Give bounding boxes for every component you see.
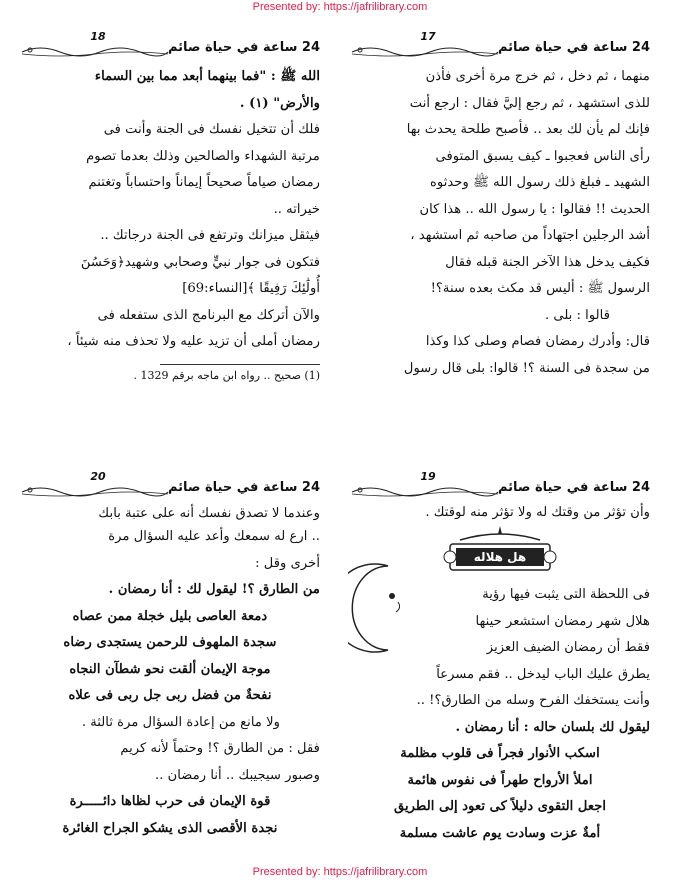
text-line: رأى الناس فعجبوا ـ كيف يسبق المتوفى bbox=[435, 148, 650, 164]
page-text bbox=[20, 504, 320, 842]
page-number: 20 bbox=[90, 470, 106, 483]
text-line: وأنت يستخفك الفرح وسله من الطارق؟! .. bbox=[416, 693, 650, 708]
page-header bbox=[350, 30, 650, 64]
text-line: الشهيد ـ فبلغ ذلك رسول الله ﷺ وحدثوه bbox=[429, 175, 650, 190]
text-line: للذى استشهد ، ثم رجع إليَّ فقال : ارجع أنت bbox=[409, 95, 650, 111]
poem bbox=[20, 577, 320, 710]
header-ornament bbox=[350, 482, 500, 498]
book-title: 24 ساعة في حياة صائم bbox=[497, 480, 650, 495]
text-line: فكيف يدخل هذا الآخر الجنة قبله فقال bbox=[445, 254, 650, 270]
text-line: أخرى وقل : bbox=[255, 555, 320, 571]
text-line: أُولَٰئِكَ رَفِيقًا ﴾[النساء:69] bbox=[182, 281, 320, 296]
poem-line: دمعة العاصى بليل خجلة ممن عصاه bbox=[72, 608, 268, 624]
text-line: فإنك لم يأن لك بعد .. فأصبح طلحة يحدث بها bbox=[406, 122, 650, 137]
text-line: فيثقل ميزانك وترتفع فى الجنة درجاتك .. bbox=[100, 228, 320, 243]
text-line: مرتبة الشهداء والصالحين وذلك بعدما تصوم bbox=[86, 148, 320, 164]
text-line: .. ارع له سمعك وأعد عليه السؤال مرة bbox=[108, 529, 320, 544]
page-number: 19 bbox=[420, 470, 436, 483]
text-line: ولا مانع من إعادة السؤال مرة ثالثة . bbox=[81, 714, 280, 730]
text-line: الرسول ﷺ : أليس قد مكث بعده سنة؟! bbox=[430, 281, 650, 296]
page-18 bbox=[20, 30, 320, 385]
watermark-bottom: Presented by: https://jafrilibrary.com bbox=[252, 866, 428, 878]
page-header bbox=[350, 470, 650, 504]
page-text bbox=[350, 64, 650, 382]
page-number: 18 bbox=[90, 30, 106, 43]
text-line: قال: وأدرك رمضان فصام وصلى كذا وكذا bbox=[425, 334, 650, 349]
text-line: يطرق عليك الباب ليدخل .. فقم مسرعاً bbox=[436, 666, 650, 682]
text-line: وصبور سيجيبك .. أنا رمضان .. bbox=[155, 767, 320, 783]
text-line: الحديث !! فقالوا : يا رسول الله .. هذا كان bbox=[419, 201, 650, 217]
text-line: فقل : من الطارق ؟! وحتماً لأنه كريم bbox=[120, 741, 320, 756]
page-number: 17 bbox=[420, 30, 436, 43]
page-20 bbox=[20, 470, 320, 842]
text-line: أشد الرجلين اجتهاداً من صاحبه ثم استشهد ، bbox=[410, 228, 650, 243]
page-19 bbox=[350, 470, 650, 847]
text-line: وأن تؤثر من وقتك له ولا تؤثر منه لوقتك . bbox=[425, 505, 650, 520]
page-header bbox=[20, 30, 320, 64]
book-title: 24 ساعة في حياة صائم bbox=[167, 480, 320, 495]
poem-line: قوة الإيمان فى حرب لظاها دائـــــرة bbox=[69, 794, 271, 809]
text-line: فقط أن رمضان الضيف العزيز bbox=[486, 640, 650, 655]
footnote-separator bbox=[160, 364, 320, 365]
watermark-top: Presented by: https://jafrilibrary.com bbox=[252, 1, 428, 13]
header-ornament bbox=[20, 482, 170, 498]
poem-line: نجدة الأقصى الذى يشكو الجراح الغائرة bbox=[62, 820, 278, 836]
crescent-moon-icon bbox=[348, 562, 410, 654]
poem-line: موجة الإيمان ألقت نحو شطآن النجاه bbox=[69, 661, 271, 677]
text-line: منهما ، ثم دخل ، ثم خرج مرة أخرى فأذن bbox=[425, 69, 650, 84]
text-line: من سجدة فى السنة ؟! قالوا: بلى قال رسول bbox=[403, 360, 650, 376]
poem bbox=[20, 789, 320, 842]
poem-line: أمةٌ عزت وسادت يوم عاشت مسلمة bbox=[399, 825, 601, 841]
page-text bbox=[350, 504, 650, 847]
poem bbox=[350, 741, 650, 847]
section-title: هل هلاله bbox=[473, 550, 527, 564]
text-line: الله ﷺ : "فما بينهما أبعد مما بين السماء bbox=[94, 69, 320, 84]
text-line: والآن أتركك مع البرنامج الذى ستفعله فى bbox=[97, 307, 320, 323]
book-title: 24 ساعة في حياة صائم bbox=[497, 40, 650, 55]
text-line: هلال شهر رمضان استشعر حينها bbox=[475, 613, 650, 629]
footnote: (1) صحيح .. رواه ابن ماجه برقم 1329 . bbox=[133, 368, 320, 382]
text-line: فى اللحظة التى يثبت فيها رؤية bbox=[482, 587, 650, 602]
page-header bbox=[20, 470, 320, 504]
text-line: فتكون فى جوار نبيٍّ وصحابي وشهيد﴿وَحَسُنَ bbox=[80, 254, 320, 270]
poem-line: سجدة الملهوف للرحمن يستجدى رضاه bbox=[63, 635, 277, 650]
text-line: قالوا : بلى . bbox=[544, 307, 610, 323]
text-line: وعندما لا تصدق نفسك أنه على عتبة بابك bbox=[98, 506, 320, 521]
text-line: والأرض" (١) . bbox=[239, 95, 320, 111]
page-17 bbox=[350, 30, 650, 382]
text-line: رمضان أملى أن تزيد عليه ولا تحذف منه شيئاً ، bbox=[67, 334, 320, 349]
poem-line: نفحةٌ من فضل ربى جل ربى فى علاه bbox=[68, 688, 272, 703]
poem-line: اسكب الأنوار فجراً فى قلوب مظلمة bbox=[400, 746, 600, 761]
text-line: خيراته .. bbox=[273, 201, 320, 217]
header-ornament bbox=[350, 42, 500, 58]
book-title: 24 ساعة في حياة صائم bbox=[167, 40, 320, 55]
text-line: رمضان صياماً صحيحاً إيماناً واحتساباً وتغتنم bbox=[88, 175, 320, 190]
poem-line: من الطارق ؟! ليقول لك : أنا رمضان . bbox=[108, 582, 320, 597]
poem-line: اجعل التقوى دليلاً كى تعود إلى الطريق bbox=[393, 799, 607, 814]
text-line: فلك أن تتخيل نفسك فى الجنة وأنت فى bbox=[103, 122, 320, 137]
text-line: ليقول لك بلسان حاله : أنا رمضان . bbox=[455, 719, 650, 735]
poem-line: املأ الأرواح طهراً فى نفوس هائمة bbox=[407, 772, 593, 788]
page-text bbox=[20, 64, 320, 356]
header-ornament bbox=[20, 42, 170, 58]
